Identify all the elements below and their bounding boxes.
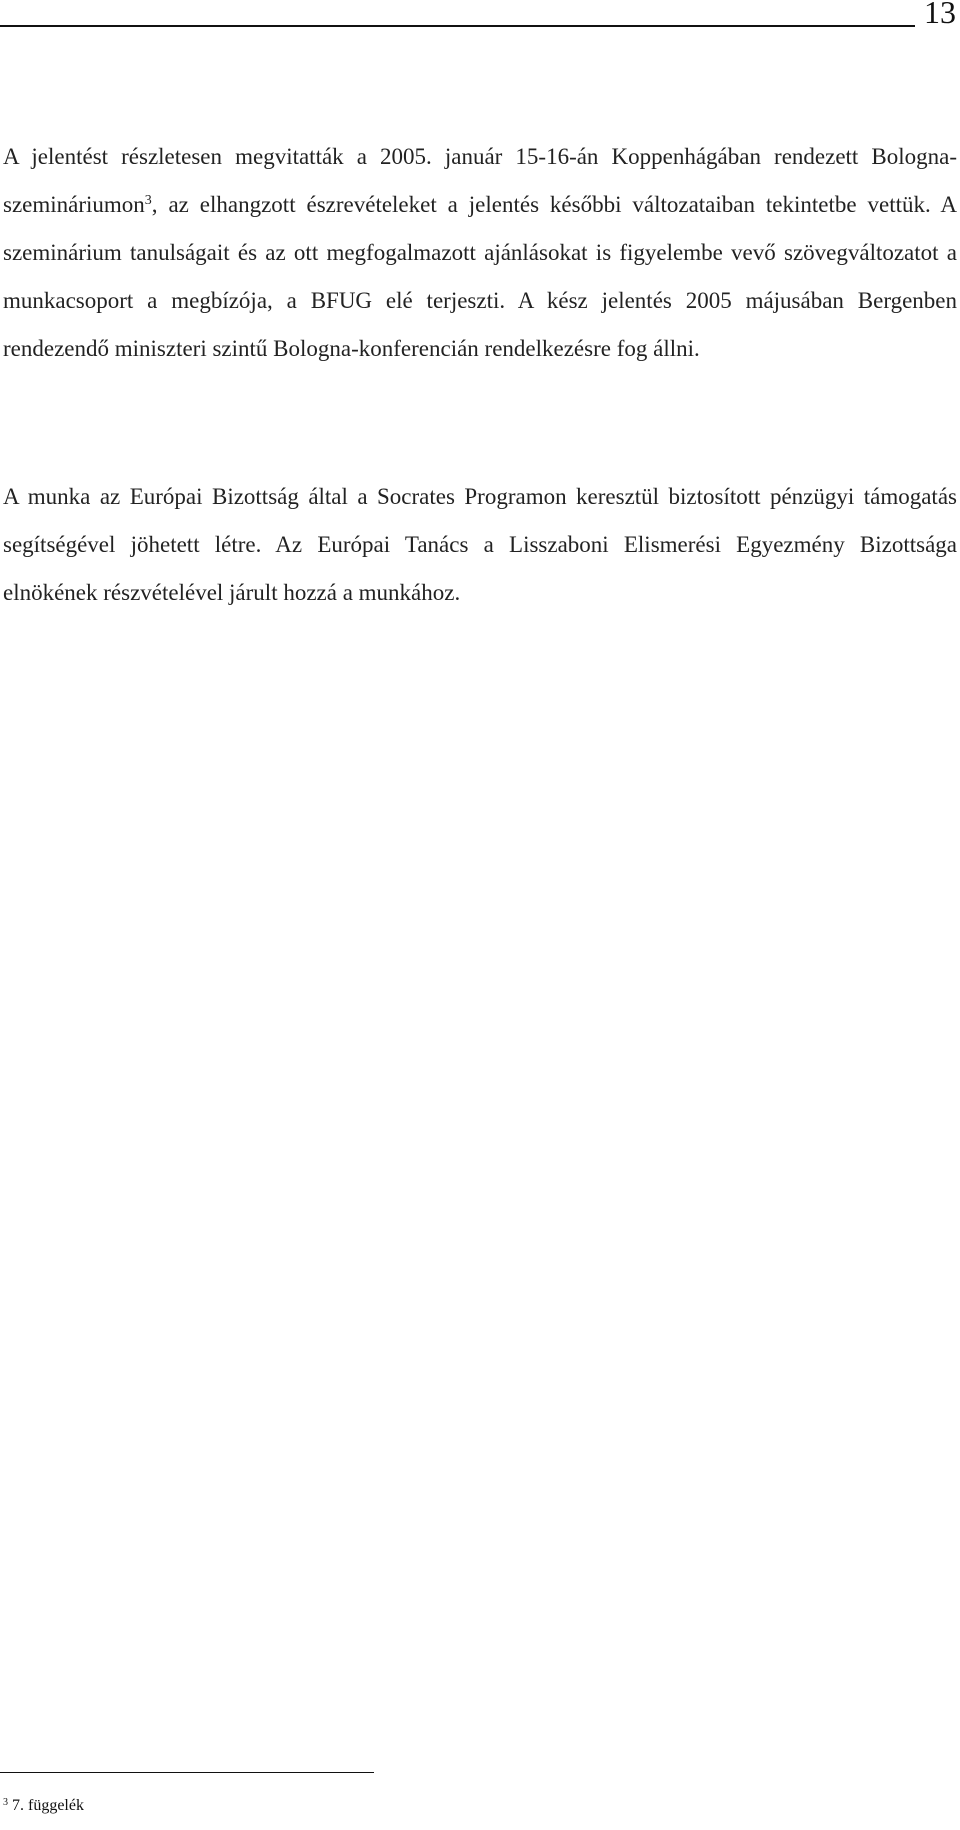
- footnote: [3, 1796, 84, 1816]
- footnote-text: 7. függelék: [12, 1797, 84, 1814]
- footnote-marker: 3: [3, 1797, 8, 1808]
- page-number: 13: [924, 0, 956, 30]
- footnote-reference[interactable]: 3: [144, 193, 152, 208]
- body-paragraph-1: [3, 133, 957, 373]
- page-header: [0, 0, 960, 30]
- paragraph-1-text-end: , az elhangzott észrevételeket a jelentés későbbi változataiban tekintetbe vettük. A szeminárium tanulságait és az ott megfogalmazott ajánlásokat is figyelembe vevő szövegváltozatot a munkacsoport a megbízója, a BFUG elé terjeszti. A kész jelentés 2005 májusában Bergenben rendezendő miniszteri szintű Bologna-konferencián rendelkezésre fog állni.: [3, 192, 957, 361]
- footnote-separator: [0, 1772, 374, 1773]
- paragraph-1-text-start: A jelentést részletesen megvitatták a 2005. január 15-16-án Koppenhágában rendezett Bologna-szemináriumon: [3, 144, 957, 217]
- body-paragraph-2: A munka az Európai Bizottság által a Socrates Programon keresztül biztosított pénzügyi támogatás segítségével jöhetett létre. Az Európai Tanács a Lisszaboni Elismerési Egyezmény Bizottsága elnökének részvételével járult hozzá a munkához.: [3, 484, 957, 605]
- header-rule: [0, 25, 915, 27]
